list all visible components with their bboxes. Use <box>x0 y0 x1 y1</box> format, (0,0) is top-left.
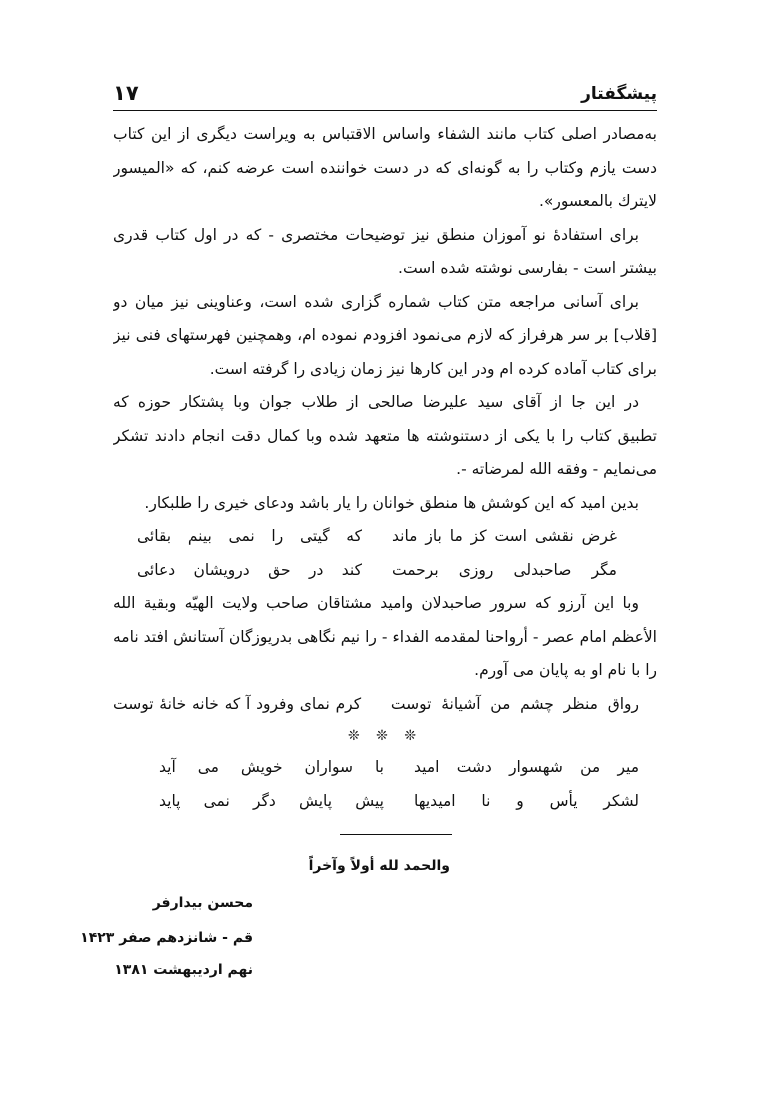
verse-hemistich: لشکر یأس و نا امیدیها <box>414 791 639 810</box>
text-line: برای استفادهٔ نو آموزان منطق نیز توضیحات مختصری - که در اول کتاب قدری <box>113 225 639 244</box>
verse-line <box>113 554 657 588</box>
body-text <box>113 118 657 818</box>
text-line: وبا این آرزو که سرور صاحبدلان وامید مشتاقان صاحب ولایت الهیّه وبقیة الله <box>113 594 639 612</box>
page-number: ۱۷ <box>113 81 139 105</box>
verse-hemistich: میر من شهسوار دشت امید <box>414 758 639 776</box>
text-line: [قلاب] بر سر هرفراز که لازم می‌نمود افزودم نموده ام، وهمچنین فهرستهای فنی نیز <box>113 326 657 344</box>
verse-hemistich: کرم نمای وفرود آ که خانه خانهٔ توست <box>113 694 362 713</box>
verse-hemistich: با سواران خویش می آید <box>159 758 384 776</box>
author-name: محسن بیدارفر <box>152 895 253 911</box>
verse-hemistich: که گیتی را نمی بینم بقائی <box>137 527 362 545</box>
text-line: برای آسانی مراجعه متن کتاب شماره گزاری شده است، وعناوینی نیز میان دو <box>113 292 639 311</box>
verse-line <box>113 688 657 722</box>
closing-phrase: والحمد لله أولاً وآخراً <box>308 858 450 874</box>
text-line: برای کتاب آماده کرده ام ودر این کارها نیز زمان زیادی را گرفته است. <box>209 359 657 378</box>
verse-line <box>113 520 657 554</box>
header-rule <box>113 110 657 111</box>
text-line: دست یازم وکتاب را به گونه‌ای که در دست خواننده است عرضه کنم، که «المیسور <box>113 158 657 177</box>
verse-hemistich: رواق منظر چشم من آشیانهٔ توست <box>390 694 639 713</box>
text-line: می‌نمایم - وفقه الله لمرضاته -. <box>456 460 657 478</box>
text-line: بیشتر است - بفارسی نوشته شده است. <box>398 259 657 277</box>
verse-hemistich: کند در حق درویشان دعائی <box>137 560 362 579</box>
verse-line <box>113 785 657 819</box>
text-line: تطبیق کتاب را با یکی از دستنوشته ها متعهد شده وبا کمال دقت انجام دادند تشکر <box>113 426 657 445</box>
closing-rule <box>340 834 452 835</box>
verse-line <box>113 751 657 785</box>
text-line: بدین امید که این کوشش ها منطق خوانان را یار باشد ودعای خیری را طلبکار. <box>144 493 639 512</box>
date-hijri: قم - شانزدهم صفر ۱۴۲۳ <box>80 930 253 946</box>
verse-hemistich: مگر صاحبدلی روزی برحمت <box>392 560 617 579</box>
verse-hemistich: غرض نقشی است کز ما باز ماند <box>392 527 617 545</box>
text-line: لایترك بالمعسور». <box>538 192 657 210</box>
date-solar: نهم اردیبهشت ۱۳۸۱ <box>114 962 253 978</box>
running-header <box>113 81 657 106</box>
text-line: را با نام او به پایان می آورم. <box>474 661 657 679</box>
verse-hemistich: پیش پایش دگر نمی پاید <box>159 791 384 810</box>
text-line: الأعظم امام عصر - أرواحنا لمقدمه الفداء - را نیم نگاهی بدریوزگان آستانش افتد نامه <box>113 627 657 646</box>
text-line: در این جا از آقای سید علیرضا صالحی از طلاب جوان وبا پشتکار حوزه که <box>113 393 639 411</box>
text-line: به‌مصادر اصلی کتاب مانند الشفاء واساس الاقتباس به ویراست دیگری از این کتاب <box>113 125 657 143</box>
header-title: پیشگفتار <box>581 84 657 104</box>
section-separator: ❊ ❊ ❊ <box>347 728 423 744</box>
